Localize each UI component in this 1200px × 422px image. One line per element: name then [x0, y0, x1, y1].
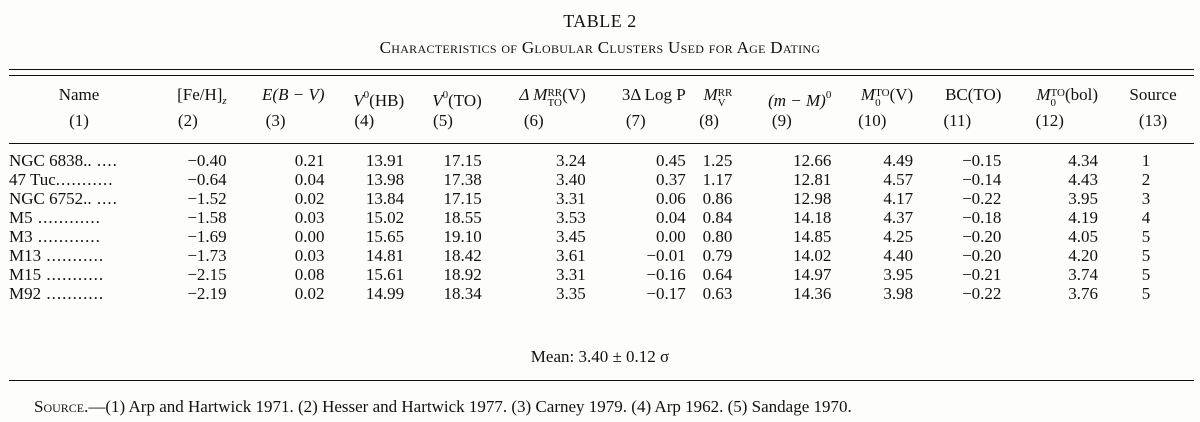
cell-feh: −1.52 — [187, 189, 227, 208]
cell-vhb: 15.61 — [365, 265, 405, 284]
cluster-name: NGC 6752.. — [9, 189, 92, 208]
header-vto: $V^0(TO)$ — [432, 89, 482, 110]
cell-vhb: 14.99 — [365, 284, 405, 303]
table-row — [9, 284, 1194, 303]
cluster-name: 47 Tuc — [9, 170, 56, 189]
cell-source: 2 — [1141, 170, 1151, 189]
cell-bc: −0.14 — [962, 170, 1002, 189]
header-number: (1) — [69, 111, 89, 130]
leader-dots: ............ — [32, 208, 101, 227]
cell-vhb: 15.65 — [365, 227, 405, 246]
cell-mm: 12.98 — [793, 189, 832, 208]
cell-feh: −0.40 — [187, 151, 227, 170]
cell-mbol: 3.95 — [1068, 189, 1099, 208]
header-m0-to-v: M TO 0 (V) — [860, 85, 914, 109]
cell-mbol: 4.43 — [1068, 170, 1099, 189]
cell-dm: 3.35 — [555, 284, 586, 303]
cell-source: 5 — [1141, 265, 1151, 284]
cell-mto: 3.98 — [883, 284, 914, 303]
cell-vhb: 15.02 — [365, 208, 405, 227]
table-row — [9, 265, 1194, 284]
cell-mv: 0.84 — [702, 208, 733, 227]
cell-bc: −0.22 — [962, 284, 1002, 303]
cell-mto: 4.25 — [883, 227, 914, 246]
cell-source: 4 — [1141, 208, 1151, 227]
header-m0-to-bol: M TO 0 (bol) — [1036, 85, 1099, 109]
leader-dots: ............ — [32, 227, 101, 246]
cluster-name-cell — [9, 246, 149, 265]
table-row — [9, 189, 1194, 208]
bottom-rule — [9, 380, 1194, 381]
header-number: (4) — [354, 111, 375, 130]
cell-mto: 4.57 — [883, 170, 914, 189]
cell-mv: 0.64 — [702, 265, 733, 284]
header-feh: $[Fe/H]_z$ — [177, 85, 227, 107]
cell-dm: 3.31 — [555, 189, 586, 208]
cluster-name-cell — [9, 189, 149, 208]
table-title: Characteristics of Globular Clusters Used for Age Dating — [379, 38, 821, 57]
cell-feh: −1.58 — [187, 208, 227, 227]
source-note — [34, 397, 852, 417]
cell-vto: 17.38 — [443, 170, 482, 189]
leader-dots: .... — [91, 189, 118, 208]
cell-source: 1 — [1141, 151, 1151, 170]
cell-dm: 3.53 — [555, 208, 586, 227]
cell-mto: 4.37 — [883, 208, 914, 227]
table-row — [9, 227, 1194, 246]
cell-mv: 1.17 — [702, 170, 733, 189]
cell-feh: −2.15 — [187, 265, 227, 284]
header-number: (2) — [177, 111, 198, 130]
cell-logp: −0.16 — [646, 265, 686, 284]
cell-mbol: 4.20 — [1068, 246, 1099, 265]
cell-mm: 12.66 — [793, 151, 832, 170]
cell-feh: −1.69 — [187, 227, 227, 246]
header-number: (13) — [1138, 111, 1168, 130]
leader-dots: ........... — [55, 170, 114, 189]
header-bc-to: BC(TO) — [945, 85, 1002, 104]
cell-mbol: 4.34 — [1068, 151, 1099, 170]
cluster-table — [9, 85, 1194, 303]
header-number: (12) — [1035, 111, 1064, 130]
cell-vhb: 13.91 — [365, 151, 405, 170]
header-ebv: E(B − V) — [262, 85, 325, 104]
cell-ebv: 0.21 — [294, 151, 325, 170]
cell-ebv: 0.08 — [294, 265, 325, 284]
cell-bc: −0.22 — [962, 189, 1002, 208]
header-vhb: $V^0(HB)$ — [353, 89, 405, 110]
cluster-name-cell — [9, 284, 149, 303]
cell-dm: 3.31 — [555, 265, 586, 284]
cell-mv: 0.86 — [702, 189, 733, 208]
cell-dm: 3.40 — [555, 170, 586, 189]
cell-bc: −0.21 — [962, 265, 1002, 284]
header-number: (9) — [771, 111, 792, 130]
cell-vto: 18.34 — [443, 284, 482, 303]
leader-dots: ........... — [41, 265, 105, 284]
cell-mbol: 4.05 — [1068, 227, 1099, 246]
cell-dm: 3.24 — [555, 151, 586, 170]
cell-mto: 4.40 — [883, 246, 914, 265]
cell-vto: 19.10 — [443, 227, 482, 246]
header-number: (10) — [858, 111, 887, 130]
cell-mm: 14.18 — [793, 208, 832, 227]
cluster-name: M5 — [9, 208, 33, 227]
header-name: Name — [58, 85, 100, 104]
cell-logp: 0.45 — [655, 151, 686, 170]
header-number: (8) — [699, 111, 719, 130]
mean-value: Mean: 3.40 ± 0.12 σ — [530, 347, 670, 366]
cell-source: 5 — [1141, 246, 1151, 265]
cell-dm: 3.45 — [555, 227, 586, 246]
cell-ebv: 0.02 — [294, 284, 325, 303]
cell-ebv: 0.03 — [294, 246, 325, 265]
cell-bc: −0.15 — [962, 151, 1002, 170]
cell-ebv: 0.04 — [294, 170, 325, 189]
cluster-name: M13 — [9, 246, 42, 265]
table-row — [9, 208, 1194, 227]
cell-ebv: 0.00 — [294, 227, 325, 246]
table-body — [9, 131, 1194, 303]
cluster-name-cell — [9, 208, 149, 227]
cell-feh: −0.64 — [187, 170, 227, 189]
table-row — [9, 246, 1194, 265]
cell-vhb: 14.81 — [365, 246, 405, 265]
cell-ebv: 0.03 — [294, 208, 325, 227]
cell-mbol: 4.19 — [1068, 208, 1099, 227]
cell-source: 3 — [1141, 189, 1151, 208]
cell-vto: 17.15 — [443, 151, 482, 170]
table-number: TABLE 2 — [563, 11, 637, 31]
header-rule — [9, 143, 1194, 144]
cell-mm: 14.97 — [793, 265, 832, 284]
top-rule — [9, 69, 1194, 70]
cell-bc: −0.20 — [962, 227, 1002, 246]
cell-mv: 0.80 — [702, 227, 733, 246]
cell-mbol: 3.76 — [1068, 284, 1099, 303]
cluster-name-cell — [9, 170, 149, 189]
cell-source: 5 — [1141, 284, 1151, 303]
leader-dots: ........... — [41, 284, 105, 303]
cell-vto: 18.92 — [443, 265, 482, 284]
header-log-p: 3Δ Log P — [621, 85, 686, 104]
cell-mto: 3.95 — [883, 265, 914, 284]
leader-dots: .... — [91, 151, 118, 170]
leader-dots: ........... — [41, 246, 105, 265]
cell-vto: 17.15 — [443, 189, 482, 208]
cell-logp: −0.01 — [646, 246, 686, 265]
cell-logp: −0.17 — [646, 284, 686, 303]
cell-mv: 0.79 — [702, 246, 733, 265]
cluster-name-cell — [9, 131, 149, 170]
header-number-row — [9, 111, 1194, 131]
cell-feh: −2.19 — [187, 284, 227, 303]
header-mv-rr: M RR V — [703, 85, 733, 109]
header-number: (5) — [433, 111, 453, 130]
cell-vto: 18.42 — [443, 246, 482, 265]
cell-source: 5 — [1141, 227, 1151, 246]
cluster-name: M92 — [9, 284, 42, 303]
cell-vhb: 13.84 — [365, 189, 405, 208]
cell-logp: 0.00 — [655, 227, 686, 246]
cell-mm: 12.81 — [793, 170, 832, 189]
cluster-name: M3 — [9, 227, 33, 246]
source-note-text: —(1) Arp and Hartwick 1971. (2) Hesser and Hartwick 1977. (3) Carney 1979. (4) Arp 1962. (5) Sandage 1970. — [88, 397, 852, 416]
header-distance-modulus: $(m - M)^0$ — [768, 89, 832, 110]
cluster-name: M15 — [9, 265, 42, 284]
header-number: (3) — [265, 111, 286, 130]
cluster-name-cell — [9, 265, 149, 284]
source-note-lead: Source. — [34, 397, 89, 416]
cell-mm: 14.02 — [793, 246, 832, 265]
cell-logp: 0.37 — [655, 170, 686, 189]
cell-ebv: 0.02 — [294, 189, 325, 208]
cell-mm: 14.85 — [793, 227, 832, 246]
cell-mm: 14.36 — [793, 284, 832, 303]
header-number: (7) — [625, 111, 646, 130]
header-label-row — [9, 85, 1194, 111]
cell-mbol: 3.74 — [1068, 265, 1099, 284]
table-row — [9, 170, 1194, 189]
top-rule-double — [9, 75, 1194, 76]
cell-logp: 0.06 — [655, 189, 686, 208]
header-delta-m: Δ M RR TO (V) — [519, 85, 586, 109]
cell-dm: 3.61 — [555, 246, 586, 265]
cell-bc: −0.20 — [962, 246, 1002, 265]
cell-bc: −0.18 — [962, 208, 1002, 227]
cell-mv: 0.63 — [702, 284, 733, 303]
header-number: (6) — [523, 111, 544, 130]
cluster-name: NGC 6838.. — [9, 151, 92, 170]
header-source: Source — [1129, 85, 1177, 104]
cell-feh: −1.73 — [187, 246, 227, 265]
cell-vto: 18.55 — [443, 208, 482, 227]
cell-vhb: 13.98 — [365, 170, 405, 189]
cell-mto: 4.17 — [883, 189, 914, 208]
cluster-name-cell — [9, 227, 149, 246]
header-number: (11) — [943, 111, 972, 130]
table-row — [9, 131, 1194, 170]
cell-logp: 0.04 — [655, 208, 686, 227]
cell-mv: 1.25 — [702, 151, 733, 170]
cell-mto: 4.49 — [883, 151, 914, 170]
